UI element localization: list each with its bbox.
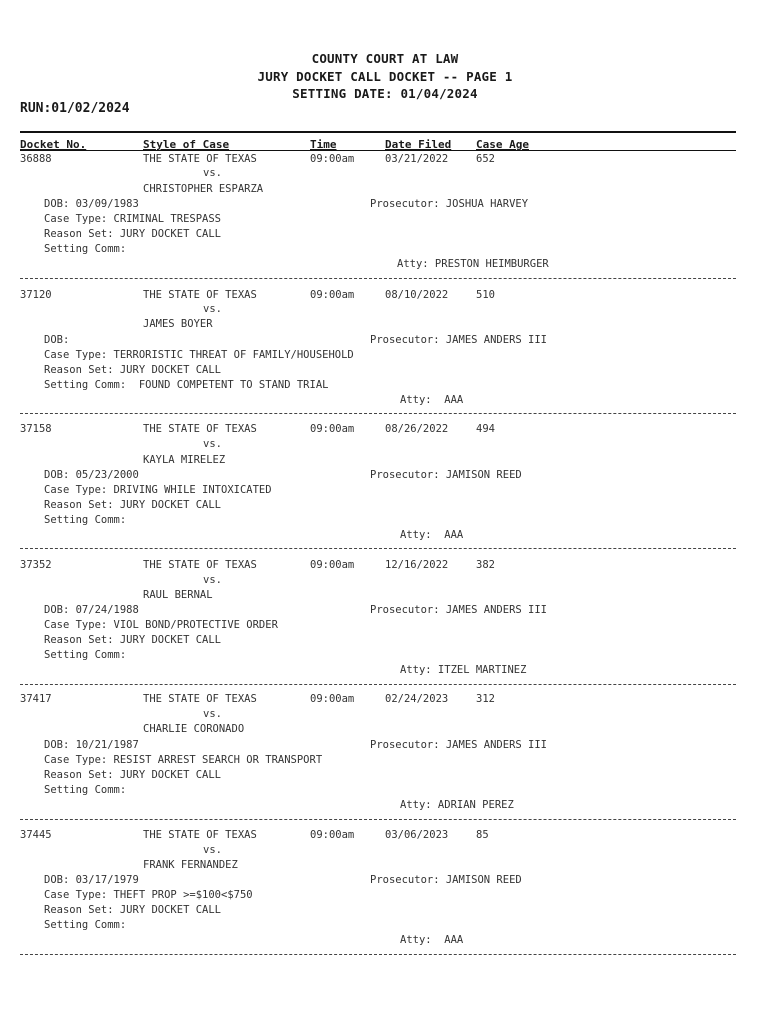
case-age: 312 [476,693,495,705]
dob: DOB: 03/09/1983 [44,198,139,210]
plaintiff: THE STATE OF TEXAS [143,559,257,571]
case-divider [20,548,736,549]
defendant: JAMES BOYER [143,318,213,330]
defendant: CHARLIE CORONADO [143,723,245,735]
prosecutor: Prosecutor: JAMISON REED [370,469,522,481]
dob: DOB: 03/17/1979 [44,874,139,886]
prosecutor: Prosecutor: JOSHUA HARVEY [370,198,529,210]
setting-comm: Setting Comm: [44,649,127,661]
reason-set: Reason Set: JURY DOCKET CALL [44,904,222,916]
prosecutor: Prosecutor: JAMES ANDERS III [370,739,548,751]
case-type: Case Type: CRIMINAL TRESPASS [44,213,222,225]
case-type: Case Type: DRIVING WHILE INTOXICATED [44,484,272,496]
case-divider [20,278,736,279]
attorney: Atty: AAA [400,934,464,946]
reason-set: Reason Set: JURY DOCKET CALL [44,364,222,376]
versus: vs. [203,303,222,315]
dob: DOB: 07/24/1988 [44,604,139,616]
attorney: Atty: ADRIAN PEREZ [400,799,514,811]
plaintiff: THE STATE OF TEXAS [143,693,257,705]
setting-time: 09:00am [310,153,355,165]
defendant: RAUL BERNAL [143,589,213,601]
date-filed: 12/16/2022 [385,559,449,571]
setting-time: 09:00am [310,423,355,435]
case-divider [20,413,736,414]
reason-set: Reason Set: JURY DOCKET CALL [44,228,222,240]
versus: vs. [203,844,222,856]
setting-comm: Setting Comm: [44,243,127,255]
docket-number: 37445 [20,829,52,841]
setting-time: 09:00am [310,693,355,705]
docket-title: JURY DOCKET CALL DOCKET -- PAGE 1 [257,69,513,84]
plaintiff: THE STATE OF TEXAS [143,153,257,165]
defendant: FRANK FERNANDEZ [143,859,238,871]
run-date: RUN:01/02/2024 [20,101,130,116]
case-age: 85 [476,829,489,841]
case-type: Case Type: RESIST ARREST SEARCH OR TRANSPORT [44,754,323,766]
docket-number: 37120 [20,289,52,301]
plaintiff: THE STATE OF TEXAS [143,829,257,841]
case-age: 382 [476,559,495,571]
prosecutor: Prosecutor: JAMES ANDERS III [370,604,548,616]
plaintiff: THE STATE OF TEXAS [143,423,257,435]
setting-date: SETTING DATE: 01/04/2024 [292,86,478,101]
dob: DOB: 05/23/2000 [44,469,139,481]
case-divider [20,954,736,955]
col-time: Time [310,138,337,151]
case-age: 652 [476,153,495,165]
versus: vs. [203,167,222,179]
case-type: Case Type: VIOL BOND/PROTECTIVE ORDER [44,619,278,631]
header-rule [20,131,736,133]
reason-set: Reason Set: JURY DOCKET CALL [44,634,222,646]
attorney: Atty: AAA [400,394,464,406]
versus: vs. [203,574,222,586]
col-style-of-case: Style of Case [143,138,230,151]
reason-set: Reason Set: JURY DOCKET CALL [44,769,222,781]
docket-number: 37158 [20,423,52,435]
versus: vs. [203,708,222,720]
date-filed: 03/06/2023 [385,829,449,841]
date-filed: 02/24/2023 [385,693,449,705]
column-rule [20,150,736,151]
setting-comm: Setting Comm: FOUND COMPETENT TO STAND TRIAL [44,379,329,391]
defendant: CHRISTOPHER ESPARZA [143,183,264,195]
col-docket-no: Docket No. [20,138,87,151]
reason-set: Reason Set: JURY DOCKET CALL [44,499,222,511]
docket-number: 36888 [20,153,52,165]
prosecutor: Prosecutor: JAMES ANDERS III [370,334,548,346]
defendant: KAYLA MIRELEZ [143,454,226,466]
col-case-age: Case Age [476,138,529,151]
col-date-filed: Date Filed [385,138,452,151]
date-filed: 03/21/2022 [385,153,449,165]
case-age: 510 [476,289,495,301]
attorney: Atty: AAA [400,529,464,541]
plaintiff: THE STATE OF TEXAS [143,289,257,301]
date-filed: 08/26/2022 [385,423,449,435]
case-type: Case Type: TERRORISTIC THREAT OF FAMILY/HOUSEHOLD [44,349,354,361]
case-divider [20,819,736,820]
setting-time: 09:00am [310,559,355,571]
date-filed: 08/10/2022 [385,289,449,301]
case-age: 494 [476,423,495,435]
dob: DOB: [44,334,70,346]
docket-number: 37417 [20,693,52,705]
prosecutor: Prosecutor: JAMISON REED [370,874,522,886]
attorney: Atty: PRESTON HEIMBURGER [397,258,549,270]
versus: vs. [203,438,222,450]
docket-number: 37352 [20,559,52,571]
setting-time: 09:00am [310,829,355,841]
case-type: Case Type: THEFT PROP >=$100<$750 [44,889,253,901]
case-divider [20,684,736,685]
court-title: COUNTY COURT AT LAW [311,51,459,66]
attorney: Atty: ITZEL MARTINEZ [400,664,527,676]
setting-comm: Setting Comm: [44,919,127,931]
setting-time: 09:00am [310,289,355,301]
setting-comm: Setting Comm: [44,514,127,526]
setting-comm: Setting Comm: [44,784,127,796]
dob: DOB: 10/21/1987 [44,739,139,751]
